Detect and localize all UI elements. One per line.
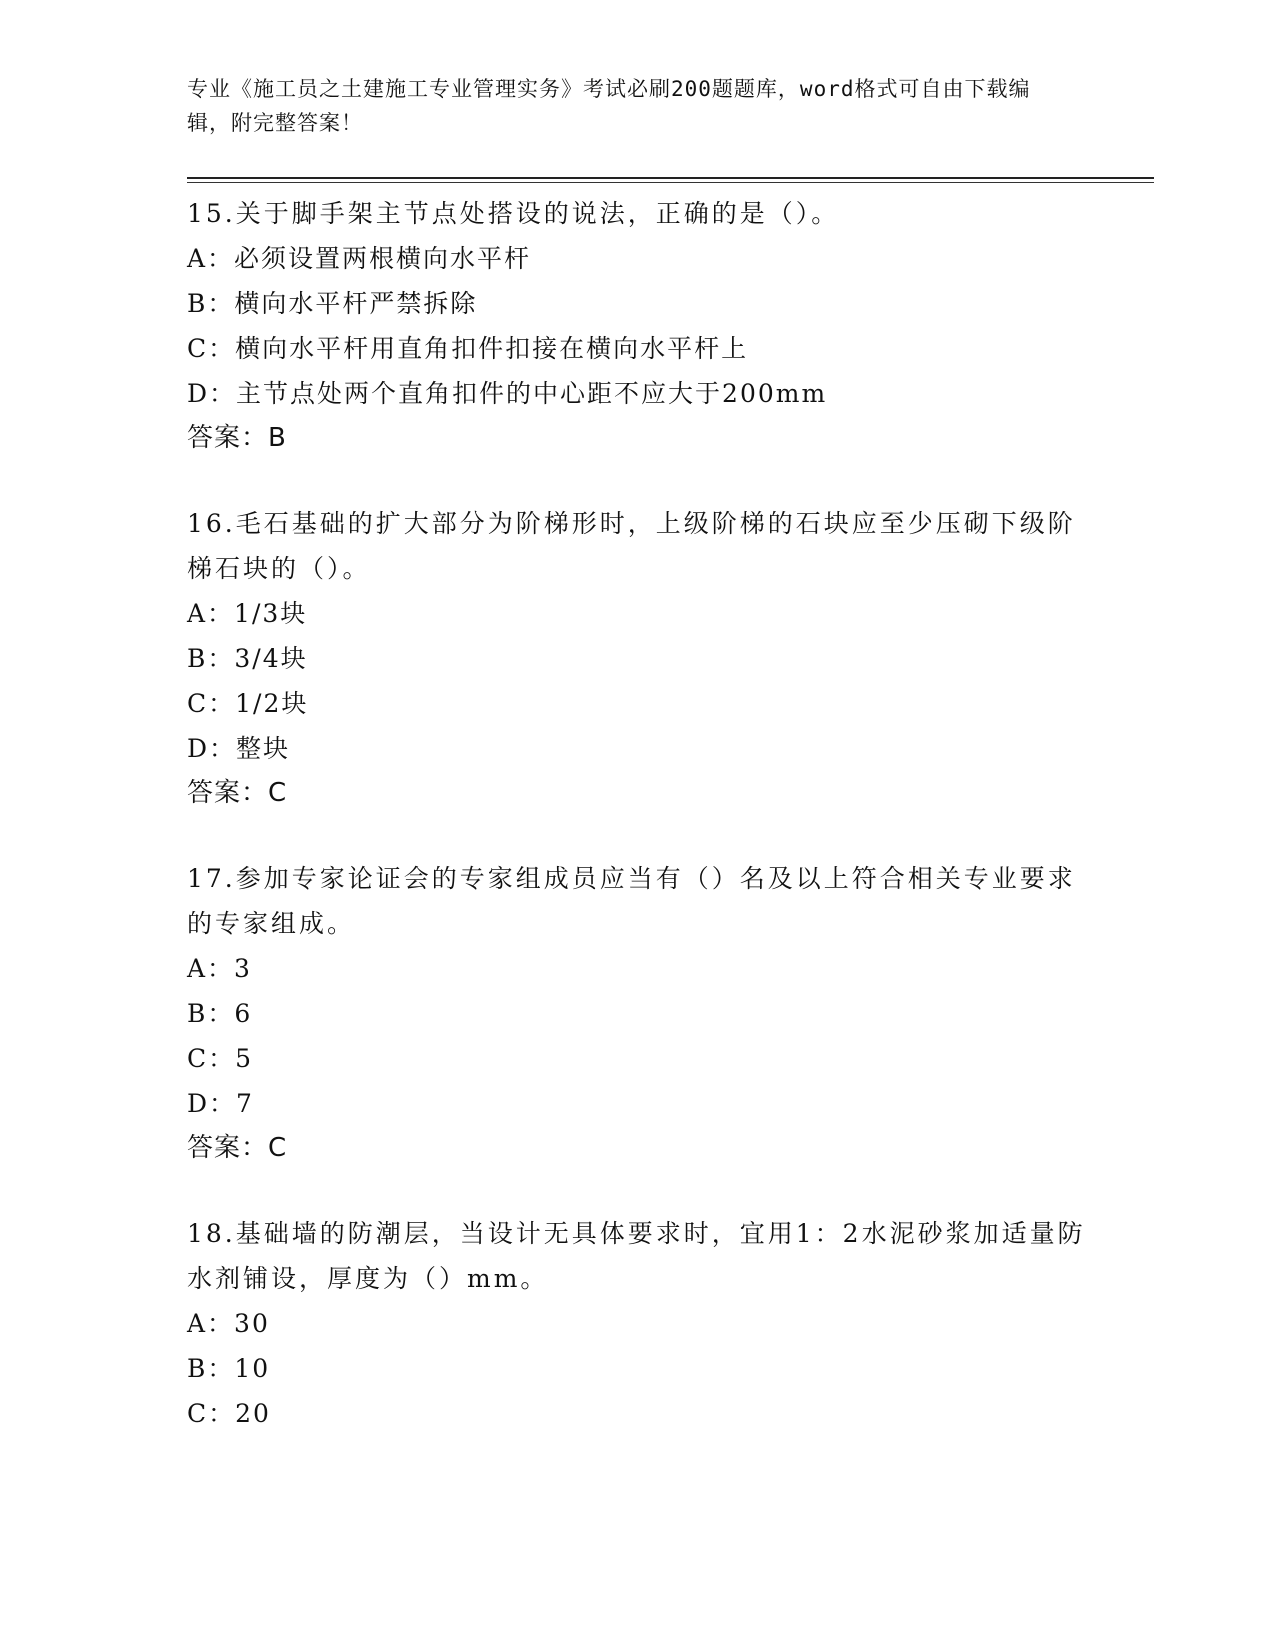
- header-divider-thick: [187, 177, 1154, 179]
- option-c: C：1/2块: [187, 689, 309, 718]
- option-b: B：6: [187, 999, 253, 1028]
- option-b: B：横向水平杆严禁拆除: [187, 289, 478, 318]
- option-c: C：横向水平杆用直角扣件扣接在横向水平杆上: [187, 334, 749, 363]
- document-header: 专业《施工员之土建施工专业管理实务》考试必刷200题题库，word格式可自由下载编辑，附完整答案！: [187, 77, 1031, 135]
- question-15: [187, 191, 1087, 461]
- question-18: [187, 1211, 1087, 1436]
- header-divider-thin: [187, 182, 1154, 183]
- option-d: D：主节点处两个直角扣件的中心距不应大于200mm: [187, 379, 828, 408]
- question-stem: 15.关于脚手架主节点处搭设的说法，正确的是（）。: [187, 199, 840, 228]
- question-stem: 17.参加专家论证会的专家组成员应当有（）名及以上符合相关专业要求的专家组成。: [187, 864, 1076, 938]
- option-b: B：10: [187, 1354, 271, 1383]
- question-stem: 18.基础墙的防潮层，当设计无具体要求时，宜用1：2水泥砂浆加适量防水剂铺设，厚度为（）mm。: [187, 1219, 1086, 1293]
- answer-line: 答案：C: [187, 1133, 288, 1163]
- question-17: [187, 856, 1087, 1171]
- answer-line: 答案：B: [187, 423, 287, 453]
- option-a: A：1/3块: [187, 599, 308, 628]
- option-d: D：7: [187, 1089, 254, 1118]
- option-a: A：必须设置两根横向水平杆: [187, 244, 532, 273]
- option-a: A：30: [187, 1309, 270, 1338]
- option-d: D：整块: [187, 734, 291, 763]
- question-stem: 16.毛石基础的扩大部分为阶梯形时，上级阶梯的石块应至少压砌下级阶梯石块的（）。: [187, 509, 1076, 583]
- option-a: A：3: [187, 954, 252, 983]
- answer-line: 答案：C: [187, 778, 288, 808]
- question-list: [187, 191, 1087, 1476]
- option-c: C：20: [187, 1399, 271, 1428]
- option-c: C：5: [187, 1044, 254, 1073]
- option-b: B：3/4块: [187, 644, 308, 673]
- question-16: [187, 501, 1087, 816]
